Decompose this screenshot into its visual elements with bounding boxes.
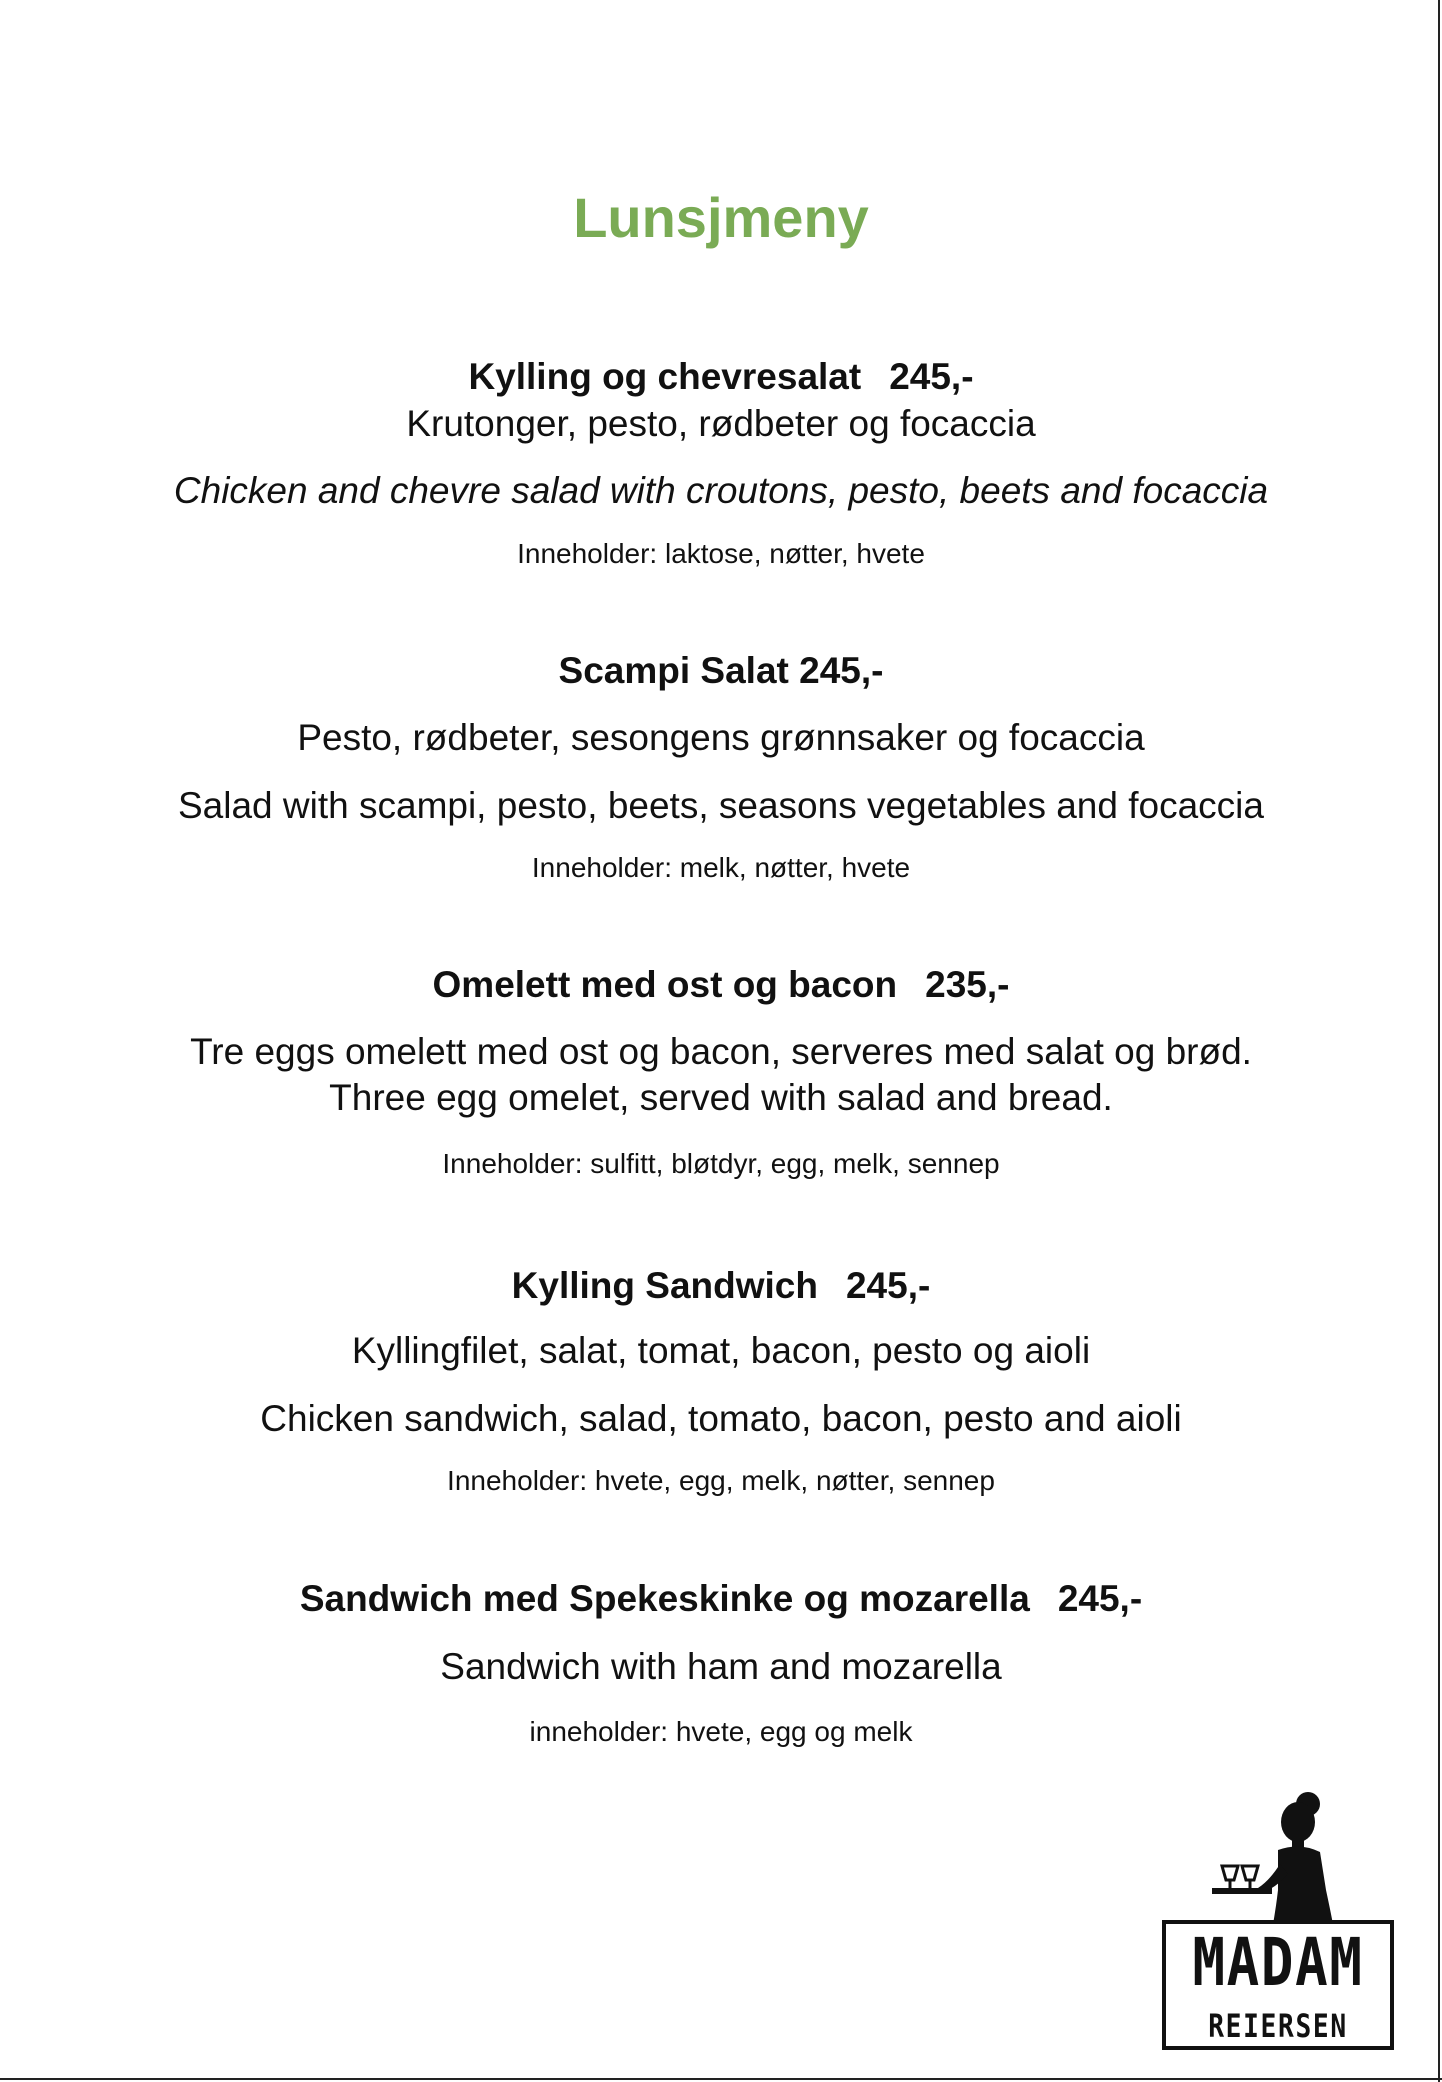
- dish-price: 245,-: [845, 1265, 931, 1306]
- dish-name-1: [0, 356, 1442, 399]
- dish-name-3: [0, 964, 1442, 1007]
- dish-allergens-5: inneholder: hvete, egg og melk: [529, 1716, 913, 1747]
- dish-name-5: [0, 1578, 1442, 1621]
- dish-price: 245,-: [889, 356, 974, 397]
- madam-reiersen-logo: [1158, 1790, 1404, 2058]
- dish-name-text: Omelett med ost og bacon: [432, 964, 898, 1005]
- page-border-bottom: [0, 2078, 1442, 2080]
- dish-desc-en-1: Chicken and chevre salad with croutons, pesto, beets and focaccia: [173, 470, 1269, 511]
- dish-allergens-4: Inneholder: hvete, egg, melk, nøtter, sennep: [447, 1465, 995, 1496]
- dish-desc-no-4: Kyllingfilet, salat, tomat, bacon, pesto og aioli: [351, 1330, 1091, 1371]
- dish-allergens-3: Inneholder: sulfitt, bløtdyr, egg, melk, sennep: [442, 1148, 1000, 1179]
- dish-price: 245,-: [799, 650, 884, 691]
- dish-name-text: Scampi Salat: [558, 650, 789, 691]
- dish-allergens-1: Inneholder: laktose, nøtter, hvete: [517, 538, 925, 569]
- dish-desc-en-3: Three egg omelet, served with salad and bread.: [329, 1077, 1113, 1118]
- dish-name-text: Kylling Sandwich: [511, 1265, 818, 1306]
- dish-desc-no-3: Tre eggs omelett med ost og bacon, serveres med salat og brød.: [190, 1031, 1252, 1072]
- dish-name-text: Sandwich med Spekeskinke og mozarella: [299, 1578, 1030, 1619]
- dish-name-4: [0, 1265, 1442, 1308]
- dish-desc-en-2: Salad with scampi, pesto, beets, seasons vegetables and focaccia: [178, 785, 1264, 826]
- menu-title: Lunsjmeny: [573, 186, 869, 249]
- dish-desc-no-2: Pesto, rødbeter, sesongens grønnsaker og focaccia: [297, 717, 1145, 758]
- logo-box: [1162, 1920, 1394, 2050]
- logo-word-madam: MADAM: [1192, 1924, 1364, 2001]
- dish-desc-no-1: Krutonger, pesto, rødbeter og focaccia: [406, 403, 1036, 444]
- logo-word-reiersen: REIERSEN: [1203, 2010, 1354, 2042]
- dish-name-text: Kylling og chevresalat: [468, 356, 862, 397]
- dish-desc-en-5: Sandwich with ham and mozarella: [440, 1646, 1002, 1687]
- dish-name-2: [0, 650, 1442, 693]
- dish-allergens-2: Inneholder: melk, nøtter, hvete: [531, 852, 911, 883]
- waitress-silhouette-icon: [1208, 1790, 1348, 1930]
- dish-price: 235,-: [925, 964, 1010, 1005]
- dish-desc-en-4: Chicken sandwich, salad, tomato, bacon, pesto and aioli: [260, 1398, 1182, 1439]
- dish-price: 245,-: [1057, 1578, 1143, 1619]
